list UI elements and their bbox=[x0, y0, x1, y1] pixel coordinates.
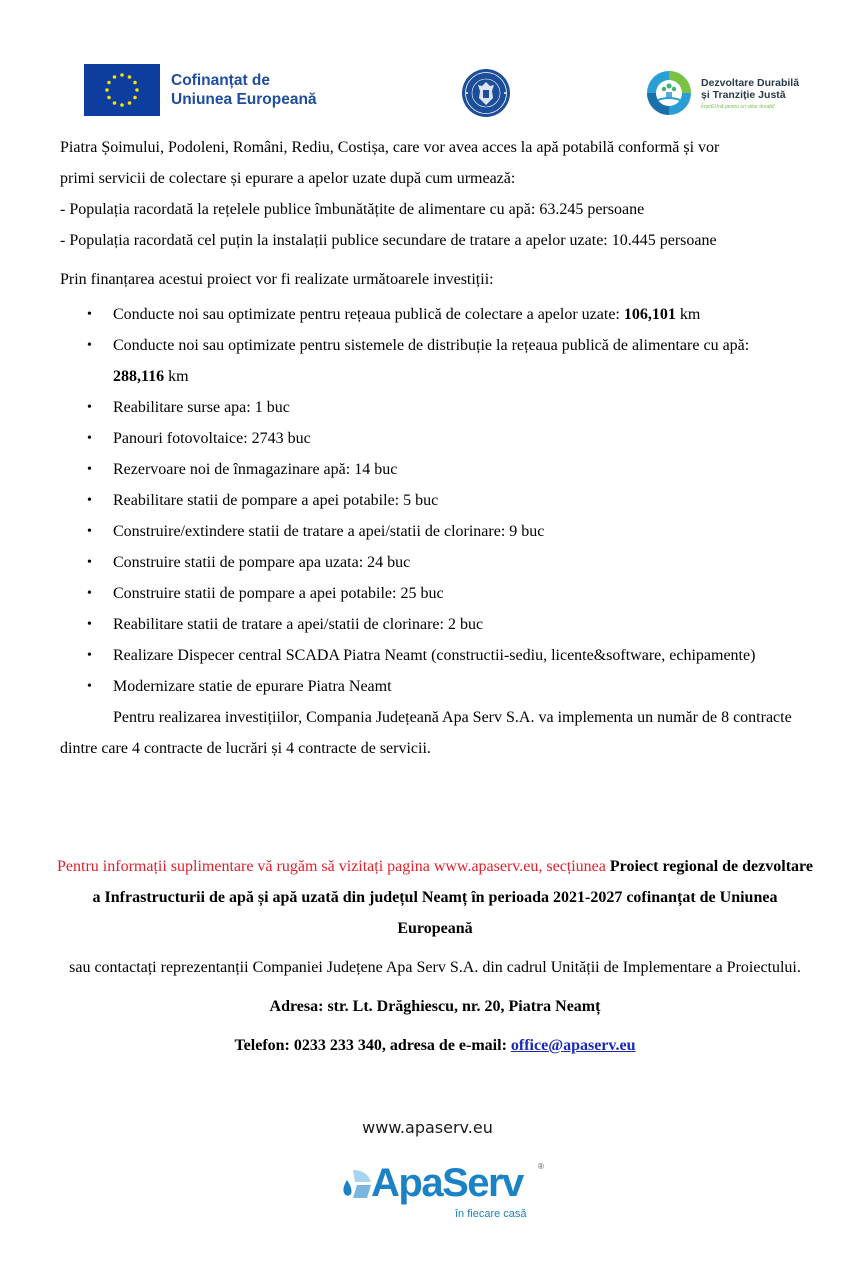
phone-label: Telefon: 0233 233 340, adresa de e-mail: bbox=[234, 1037, 511, 1054]
population-water: - Populația racordată la rețelele publice îmbunătățite de alimentare cu apă: 63.245 persoane bbox=[60, 201, 645, 218]
ddtj-logo-tagline: ÎmprEUnă pentru un viitor durabil bbox=[701, 103, 775, 110]
romanian-government-seal-icon bbox=[461, 68, 511, 118]
investments-intro: Prin finanțarea acestui proiect vor fi realizate următoarele investiții: bbox=[60, 271, 494, 288]
list-item: • Modernizare statie de epurare Piatra Neamt bbox=[60, 671, 804, 702]
address: Adresa: str. Lt. Drăghiescu, nr. 20, Piatra Neamț bbox=[269, 998, 601, 1015]
value-bold: 288,116 bbox=[113, 368, 165, 385]
list-item: • Reabilitare surse apa: 1 buc bbox=[60, 392, 804, 423]
list-item: • Conducte noi sau optimizate pentru rețeaua publică de colectare a apelor uzate: 106,101 km bbox=[60, 299, 804, 330]
investments-list bbox=[60, 299, 804, 702]
info-section bbox=[55, 851, 815, 1061]
water-drops-icon bbox=[341, 1168, 373, 1200]
list-item: • Reabilitare statii de tratare a apei/statii de clorinare: 2 buc bbox=[60, 609, 804, 640]
list-item: • Realizare Dispecer central SCADA Piatra Neamt (constructii-sediu, licente&software, echipamente) bbox=[60, 640, 804, 671]
ddtj-logo-line2: și Tranziție Justă bbox=[701, 89, 786, 101]
list-item: • Construire statii de pompare apa uzata: 24 buc bbox=[60, 547, 804, 578]
document-body bbox=[60, 132, 804, 764]
project-title: Proiect regional de dezvoltare a Infrastructurii de apă și apă uzată din județul Neamț în perioada 2021-2027 cofinanțat de Uniunea Europeană bbox=[92, 858, 813, 937]
eu-cofinancing-logo bbox=[84, 64, 317, 116]
info-red-text: Pentru informații suplimentare vă rugăm să vizitați pagina www.apaserv.eu, secțiunea bbox=[57, 858, 610, 875]
list-item: • Conducte noi sau optimizate pentru sistemele de distribuție la rețeaua publică de alimentare cu apă: 288,116 km bbox=[60, 330, 804, 392]
ddtj-program-logo bbox=[646, 70, 799, 116]
contracts-paragraph: Pentru realizarea investițiilor, Compania Județeană Apa Serv S.A. va implementa un număr de 8 contracte dintre care 4 contracte de lucrări și 4 contracte de servicii. bbox=[60, 709, 792, 757]
apaserv-brand: ApaServ bbox=[371, 1161, 523, 1205]
contact-text: sau contactați reprezentanții Companiei Județene Apa Serv S.A. din cadrul Unității de Implementare a Proiectului. bbox=[69, 959, 801, 976]
footer-website: www.apaserv.eu bbox=[362, 1118, 493, 1137]
registered-mark: ® bbox=[538, 1162, 544, 1171]
list-item: • Panouri fotovoltaice: 2743 buc bbox=[60, 423, 804, 454]
list-item: • Construire/extindere statii de tratare a apei/statii de clorinare: 9 buc bbox=[60, 516, 804, 547]
email-link[interactable]: office@apaserv.eu bbox=[510, 1037, 636, 1054]
eu-logo-line2: Uniunea Europeană bbox=[171, 91, 317, 108]
eu-logo-line1: Cofinanțat de bbox=[171, 72, 271, 89]
ddtj-logo-line1: Dezvoltare Durabilă bbox=[701, 76, 800, 89]
phone-line bbox=[55, 1030, 815, 1061]
eu-flag-icon bbox=[84, 64, 160, 116]
apaserv-tagline: în fiecare casă bbox=[455, 1208, 527, 1220]
ddtj-swirl-icon bbox=[646, 70, 692, 116]
value-bold: 106,101 bbox=[623, 306, 676, 323]
list-item: • Reabilitare statii de pompare a apei potabile: 5 buc bbox=[60, 485, 804, 516]
intro-line-1: Piatra Șoimului, Podoleni, Români, Rediu, Costișa, care vor avea acces la apă potabilă conformă și vor bbox=[60, 139, 720, 156]
list-item: • Rezervoare noi de înmagazinare apă: 14 buc bbox=[60, 454, 804, 485]
intro-line-2: primi servicii de colectare și epurare a apelor uzate după cum urmează: bbox=[60, 170, 516, 187]
page-header bbox=[0, 0, 855, 130]
apaserv-logo bbox=[341, 1160, 551, 1230]
population-wastewater: - Populația racordată cel puțin la instalații publice secundare de tratare a apelor uzate: 10.445 persoane bbox=[60, 232, 717, 249]
list-item: • Construire statii de pompare a apei potabile: 25 buc bbox=[60, 578, 804, 609]
